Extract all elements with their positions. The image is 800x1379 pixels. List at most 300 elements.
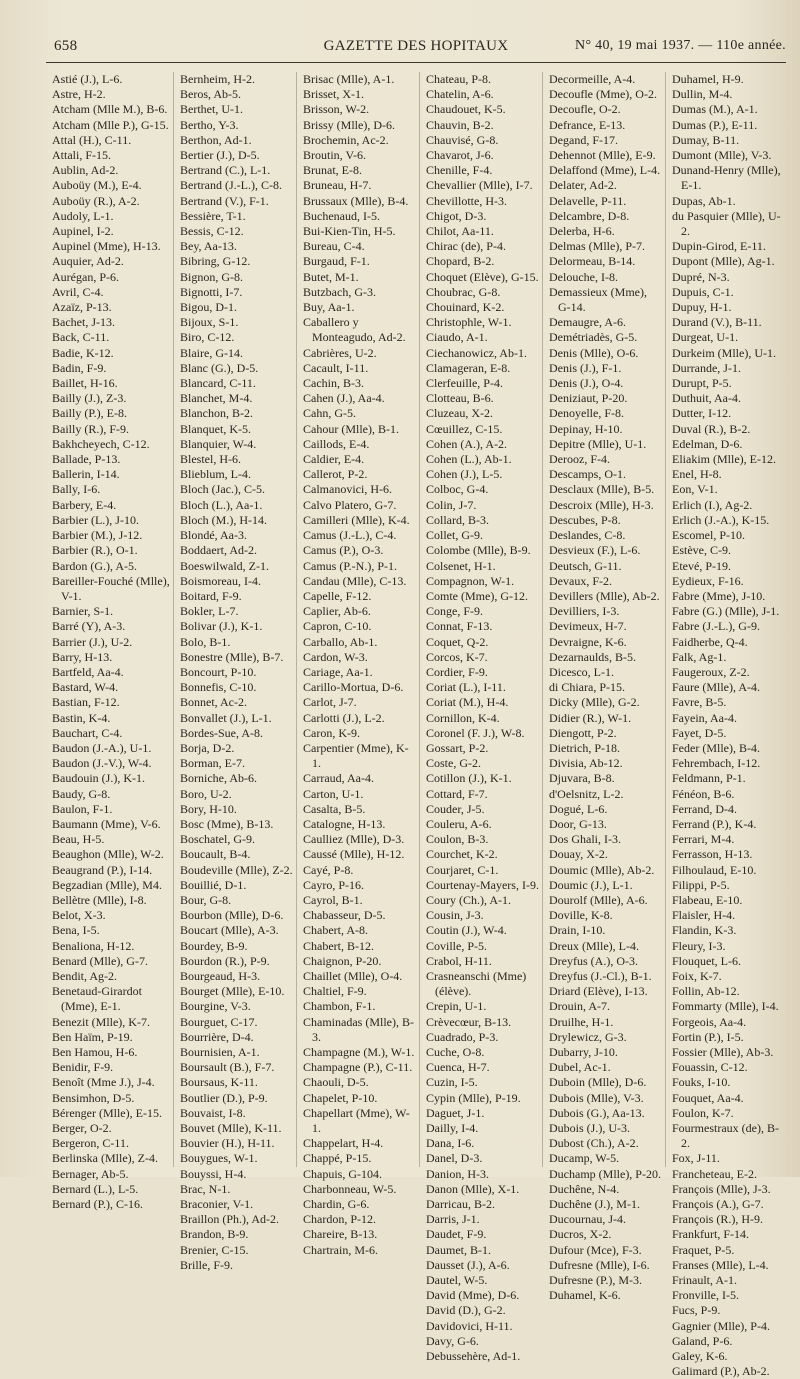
index-entry: Eydieux, F-16.: [672, 573, 744, 588]
index-entry: Carlotti (J.), L-2.: [303, 710, 385, 725]
index-entry: Fayein, Aa-4.: [672, 710, 737, 725]
index-entry: Chauvisé, G-8.: [426, 132, 499, 147]
index-entry: Ducournau, J-4.: [549, 1212, 626, 1227]
index-entry: Boitard, F-9.: [180, 588, 242, 603]
index-entry: Bokler, L-7.: [180, 604, 239, 619]
index-entry: Bruneau, H-7.: [303, 178, 372, 193]
index-entry: Delerba, H-6.: [549, 224, 615, 239]
index-entry: Flaisler, H-4.: [672, 908, 736, 923]
index-entry: Caplier, Ab-6.: [303, 604, 371, 619]
index-entry: Cluzeau, X-2.: [426, 406, 493, 421]
index-entry: Bertrand (J.-L.), C-8.: [180, 178, 282, 193]
index-entry: Fayet, D-5.: [672, 725, 727, 740]
index-entry: Buchenaud, I-5.: [303, 208, 380, 223]
index-entry: Boucart (Mlle), A-3.: [180, 923, 279, 938]
index-entry: Dailly, I-4.: [426, 1121, 479, 1136]
index-entry: Biro, C-12.: [180, 330, 235, 345]
index-entry: Ciechanowicz, Ab-1.: [426, 345, 527, 360]
index-entry: Etevé, P-19.: [672, 558, 731, 573]
index-entry: Durrande, J-1.: [672, 360, 741, 375]
index-entry: Benaliona, H-12.: [52, 938, 135, 953]
index-entry: Atcham (Mlle M.), B-6.: [52, 102, 168, 117]
index-entry: Dubarry, J-10.: [549, 1045, 618, 1059]
index-entry: Coriat (M.), H-4.: [426, 695, 509, 710]
index-entry: Bourbon (Mlle), D-6.: [180, 908, 284, 923]
index-entry: Coutin (J.), W-4.: [426, 923, 507, 938]
index-entry: Carton, U-1.: [303, 786, 364, 801]
index-entry: Debussehère, Ad-1.: [426, 1349, 521, 1364]
index-entry: Badin, F-9.: [52, 360, 107, 375]
index-entry: Baudon (J.-V.), W-4.: [52, 756, 152, 771]
index-entry: Caulliez (Mlle), D-3.: [303, 832, 405, 847]
index-entry: Delcambre, D-8.: [549, 208, 630, 223]
index-entry: Descroix (Mlle), H-3.: [549, 497, 654, 512]
index-entry: Bartfeld, Aa-4.: [52, 664, 124, 679]
index-entry: Dunand-Henry (Mlle), E-1.: [672, 163, 781, 193]
index-entry: Bolivar (J.), K-1.: [180, 619, 263, 634]
index-entry: Colombe (Mlle), B-9.: [426, 543, 531, 558]
index-entry: Brisac (Mlle), A-1.: [303, 72, 395, 86]
index-entry: Camus (J.-L.), C-4.: [303, 528, 397, 543]
index-entry: Forgeois, Aa-4.: [672, 1014, 747, 1029]
index-entry: Fucs, P-9.: [672, 1303, 721, 1318]
index-entry: Blanc (G.), D-5.: [180, 360, 259, 375]
index-entry: Doumic (J.), L-1.: [549, 877, 633, 892]
index-entry: Cayrol, B-1.: [303, 892, 363, 907]
header-rule: [46, 62, 786, 63]
index-entry: Demaugre, A-6.: [549, 315, 626, 330]
index-entry: Bonnet, Ac-2.: [180, 695, 247, 710]
index-entry: Decoufle, O-2.: [549, 102, 621, 117]
index-entry: David (Mme), D-6.: [426, 1288, 520, 1303]
index-entry: Bakhcheyech, C-12.: [52, 436, 150, 451]
index-entry: Cohen (L.), Ab-1.: [426, 452, 512, 467]
index-entry: Brenier, C-15.: [180, 1242, 249, 1257]
index-entry: Clotteau, B-6.: [426, 391, 494, 406]
index-entry: Doumic (Mlle), Ab-2.: [549, 862, 655, 877]
index-entry: Djuvara, B-8.: [549, 771, 615, 786]
index-entry: Bibring, G-12.: [180, 254, 251, 269]
index-entry: Escomel, P-10.: [672, 528, 745, 543]
index-entry: Buy, Aa-1.: [303, 300, 355, 315]
index-entry: Dubois (J.), U-3.: [549, 1121, 630, 1136]
index-entry: Christophle, W-1.: [426, 315, 512, 330]
index-entry: Chapellart (Mme), W-1.: [303, 1105, 410, 1136]
index-entry: Foix, K-7.: [672, 968, 722, 983]
index-entry: Bolo, B-1.: [180, 634, 231, 649]
index-entry: Braillon (Ph.), Ad-2.: [180, 1212, 279, 1227]
index-entry: Baillet, H-16.: [52, 376, 118, 391]
index-entry: Bourdey, B-9.: [180, 938, 248, 953]
index-entry: Bardon (G.), A-5.: [52, 558, 137, 573]
index-entry: Gagnier (Mlle), P-4.: [672, 1318, 770, 1333]
index-entry: Devimeux, H-7.: [549, 619, 627, 634]
index-entry: Chirac (de), P-4.: [426, 239, 506, 254]
index-entry: Depinay, H-10.: [549, 421, 623, 436]
index-entry: Blancard, C-11.: [180, 376, 256, 391]
index-entry: Callerot, P-2.: [303, 467, 368, 482]
index-entry: Diengott, P-2.: [549, 725, 617, 740]
index-entry: Duval (R.), B-2.: [672, 421, 751, 436]
index-entry: Boncourt, P-10.: [180, 664, 257, 679]
index-entry: Dumas (P.), E-11.: [672, 117, 758, 132]
index-entry: Chardon, P-12.: [303, 1212, 376, 1227]
index-entry: Ducros, X-2.: [549, 1227, 612, 1242]
index-entry: Cuche, O-8.: [426, 1045, 485, 1059]
index-entry: Clamageran, E-8.: [426, 360, 511, 375]
index-entry: di Chiara, P-15.: [549, 680, 625, 695]
index-entry: Franses (Mlle), L-4.: [672, 1257, 769, 1272]
index-entry: Bourguet, C-17.: [180, 1014, 258, 1029]
index-entry: Francheteau, E-2.: [672, 1166, 757, 1181]
index-entry: Bernheim, H-2.: [180, 72, 255, 86]
index-entry: Chatelin, A-6.: [426, 87, 494, 102]
index-entry: Borman, E-7.: [180, 756, 245, 771]
index-entry: Bourget (Mlle), E-10.: [180, 984, 285, 999]
index-entry: Colboc, G-4.: [426, 482, 489, 497]
index-entry: Chambon, F-1.: [303, 999, 376, 1014]
index-entry: Chigot, D-3.: [426, 208, 487, 223]
index-entry: Bigou, D-1.: [180, 300, 237, 315]
index-entry: Baudouin (J.), K-1.: [52, 771, 145, 786]
index-entry: Bignon, G-8.: [180, 269, 243, 284]
index-entry: Bordes-Sue, A-8.: [180, 725, 263, 740]
index-entry: Cayro, P-16.: [303, 877, 364, 892]
index-entry: Compagnon, W-1.: [426, 573, 515, 588]
index-entry: Couleru, A-6.: [426, 816, 492, 831]
index-entry: Comte (Mme), G-12.: [426, 588, 528, 603]
index-entry: Davidovici, H-11.: [426, 1318, 513, 1333]
index-entry: Barbery, E-4.: [52, 497, 117, 512]
index-entry: Erlich (I.), Ag-2.: [672, 497, 753, 512]
index-entry: Door, G-13.: [549, 816, 607, 831]
index-entry: Connat, F-13.: [426, 619, 493, 634]
index-entry: Dubois (G.), Aa-13.: [549, 1105, 645, 1120]
index-entry: Ferrand (P.), K-4.: [672, 816, 757, 831]
index-entry: Bertho, Y-3.: [180, 117, 239, 132]
index-entry: Dumas (M.), A-1.: [672, 102, 758, 117]
index-entry: Brussaux (Mlle), B-4.: [303, 193, 409, 208]
index-entry: Chateau, P-8.: [426, 72, 491, 86]
index-entry: Dubois (Mlle), V-3.: [549, 1090, 644, 1105]
index-entry: Benetaud-Girardot (Mme), E-1.: [52, 984, 142, 1014]
index-entry: Follin, Ab-12.: [672, 984, 740, 999]
index-entry: Astre, H-2.: [52, 87, 106, 102]
index-entry: Camus (P.-N.), P-1.: [303, 558, 398, 573]
index-entry: Chareire, B-13.: [303, 1227, 378, 1242]
index-entry: Courjaret, C-1.: [426, 862, 499, 877]
index-entry: Flandin, K-3.: [672, 923, 737, 938]
index-entry: Coville, P-5.: [426, 938, 488, 953]
index-entry: Cabrières, U-2.: [303, 345, 377, 360]
index-entry: Corcos, K-7.: [426, 649, 488, 664]
index-entry: Filhoulaud, E-10.: [672, 862, 757, 877]
index-entry: Baudy, G-8.: [52, 786, 111, 801]
index-entry: Dubel, Ac-1.: [549, 1060, 611, 1075]
index-entry: Devilliers, I-3.: [549, 604, 620, 619]
index-entry: Fox, J-11.: [672, 1151, 720, 1166]
index-entry: Bijoux, S-1.: [180, 315, 239, 330]
index-entry: Back, C-11.: [52, 330, 110, 345]
index-entry: Bourgine, V-3.: [180, 999, 251, 1014]
index-entry: Enel, H-8.: [672, 467, 722, 482]
index-entry: Cousin, J-3.: [426, 908, 484, 923]
index-entry: Delater, Ad-2.: [549, 178, 617, 193]
index-entry: Fortin (P.), I-5.: [672, 1029, 744, 1044]
index-entry: Desvieux (F.), L-6.: [549, 543, 641, 558]
index-entry: Drain, I-10.: [549, 923, 606, 938]
index-entry: Boro, U-2.: [180, 786, 232, 801]
index-entry: Bareiller-Fouché (Mlle), V-1.: [52, 573, 170, 603]
index-entry: Benidir, F-9.: [52, 1060, 114, 1075]
index-entry: Delaffond (Mme), L-4.: [549, 163, 661, 178]
index-entry: Chouinard, K-2.: [426, 300, 505, 315]
index-entry: Duhamel, K-6.: [549, 1288, 621, 1303]
index-entry: Beros, Ab-5.: [180, 87, 241, 102]
index-entry: Brisson, W-2.: [303, 102, 370, 117]
index-entry: Brisset, X-1.: [303, 87, 364, 102]
index-entry: Cotillon (J.), K-1.: [426, 771, 512, 786]
index-entry: Dicesco, L-1.: [549, 664, 614, 679]
index-entry: Fourmestraux (de), B-2.: [672, 1121, 779, 1151]
index-entry: Bouygues, W-1.: [180, 1151, 258, 1166]
index-entry: Bensimhon, D-5.: [52, 1090, 135, 1105]
index-entry: Cuadrado, P-3.: [426, 1029, 499, 1044]
index-entry: Fehrembach, I-12.: [672, 756, 761, 771]
index-entry: Edelman, D-6.: [672, 436, 743, 451]
index-entry: Bourgeaud, H-3.: [180, 968, 261, 983]
index-entry: Collet, G-9.: [426, 528, 483, 543]
index-entry: Fommarty (Mlle), I-4.: [672, 999, 779, 1014]
index-entry: Bailly (J.), Z-3.: [52, 391, 127, 406]
index-entry: Derooz, F-4.: [549, 452, 610, 467]
index-entry: Cypin (Mlle), P-19.: [426, 1090, 521, 1105]
index-column-4: [419, 72, 542, 1364]
index-entry: Begzadian (Mlle), M4.: [52, 877, 162, 892]
index-entry: Carlot, J-7.: [303, 695, 357, 710]
index-entry: Dogué, L-6.: [549, 801, 608, 816]
index-entry: Bouvier (H.), H-11.: [180, 1136, 275, 1151]
index-entry: Barry, H-13.: [52, 649, 113, 664]
index-entry: Fronville, I-5.: [672, 1288, 739, 1303]
index-entry: Faugeroux, Z-2.: [672, 664, 750, 679]
index-entry: Auboüy (R.), A-2.: [52, 193, 140, 208]
index-entry: Bachet, J-13.: [52, 315, 115, 330]
index-entry: Boutlier (D.), P-9.: [180, 1090, 268, 1105]
index-entry: Bailly (R.), F-9.: [52, 421, 129, 436]
index-entry: Dufresne (P.), M-3.: [549, 1273, 642, 1288]
index-entry: Bendit, Ag-2.: [52, 968, 117, 983]
index-entry: Bureau, C-4.: [303, 239, 365, 254]
index-entry: Cœuillez, C-15.: [426, 421, 503, 436]
index-entry: Fleury, I-3.: [672, 938, 726, 953]
index-entry: Cottard, F-7.: [426, 786, 488, 801]
index-entry: Beaughon (Mlle), W-2.: [52, 847, 164, 862]
index-entry: Cacault, I-11.: [303, 360, 369, 375]
index-entry: Caussé (Mlle), H-12.: [303, 847, 405, 862]
index-entry: Champagne (M.), W-1.: [303, 1045, 415, 1059]
index-entry: Bonvallet (J.), L-1.: [180, 710, 272, 725]
index-entry: Foulon, K-7.: [672, 1105, 734, 1120]
index-entry: Butzbach, G-3.: [303, 284, 376, 299]
index-entry: Conge, F-9.: [426, 604, 483, 619]
index-entry: Faure (Mlle), A-4.: [672, 680, 760, 695]
index-entry: Ben Haïm, P-19.: [52, 1029, 133, 1044]
index-entry: Cordier, F-9.: [426, 664, 488, 679]
index-entry: Blaire, G-14.: [180, 345, 243, 360]
index-entry: Barré (Y), A-3.: [52, 619, 126, 634]
index-entry: Desclaux (Mlle), B-5.: [549, 482, 655, 497]
index-entry: Bey, Aa-13.: [180, 239, 237, 254]
index-entry: Aurégan, P-6.: [52, 269, 119, 284]
index-entry: Coste, G-2.: [426, 756, 481, 771]
index-entry: Barnier, S-1.: [52, 604, 114, 619]
index-entry: Frankfurt, F-14.: [672, 1227, 749, 1242]
index-entry: Dupré, N-3.: [672, 269, 730, 284]
index-entry: Belot, X-3.: [52, 908, 106, 923]
index-entry: Chilot, Aa-11.: [426, 224, 494, 239]
index-entry: Delmas (Mlle), P-7.: [549, 239, 645, 254]
index-entry: Blanchon, B-2.: [180, 406, 253, 421]
index-entry: Berthet, U-1.: [180, 102, 243, 117]
index-entry: Barbier (L.), J-10.: [52, 512, 139, 527]
index-entry: Deslandes, C-8.: [549, 528, 626, 543]
index-entry: Dicky (Mlle), G-2.: [549, 695, 640, 710]
index-entry: David (D.), G-2.: [426, 1303, 506, 1318]
index-entry: Bauchart, C-4.: [52, 725, 123, 740]
index-entry: Chaudouet, K-5.: [426, 102, 506, 117]
issue-info: N° 40, 19 mai 1937. — 110e année.: [575, 38, 786, 53]
index-entry: Attali, F-15.: [52, 148, 111, 163]
index-entry: Bloch (M.), H-14.: [180, 512, 267, 527]
index-entry: Cornillon, K-4.: [426, 710, 500, 725]
index-entry: Cayé, P-8.: [303, 862, 354, 877]
index-entry: Duboin (Mlle), D-6.: [549, 1075, 647, 1090]
index-entry: Fouquet, Aa-4.: [672, 1090, 744, 1105]
index-entry: Berthon, Ad-1.: [180, 132, 252, 147]
index-entry: Chenille, F-4.: [426, 163, 493, 178]
index-entry: Faidherbe, Q-4.: [672, 634, 748, 649]
index-entry: Dumont (Mlle), V-3.: [672, 148, 772, 163]
index-entry: Dreyfus (J.-Cl.), B-1.: [549, 968, 652, 983]
index-entry: Cahen (J.), Aa-4.: [303, 391, 385, 406]
index-entry: Chapuis, G-104.: [303, 1166, 382, 1181]
index-entry: Bernager, Ab-5.: [52, 1166, 129, 1181]
index-entry: Ferrasson, H-13.: [672, 847, 753, 862]
index-entry: Demassieux (Mme), G-14.: [549, 284, 647, 315]
index-entry: Fabre (J.-L.), G-9.: [672, 619, 760, 634]
page-number: 658: [54, 38, 78, 54]
index-entry: Boursaus, K-11.: [180, 1075, 258, 1090]
index-entry: Bessière, T-1.: [180, 208, 246, 223]
index-entry: Bessis, C-12.: [180, 224, 244, 239]
index-entry: Brandon, B-9.: [180, 1227, 249, 1242]
index-entry: Demétriadès, G-5.: [549, 330, 638, 345]
index-entry: Devillers (Mlle), Ab-2.: [549, 588, 660, 603]
index-entry: Cohen (A.), A-2.: [426, 436, 507, 451]
index-entry: Clerfeuille, P-4.: [426, 376, 503, 391]
index-entry: Drylewicz, G-3.: [549, 1029, 627, 1044]
index-entry: Bastin, K-4.: [52, 710, 111, 725]
index-entry: Ducamp, W-5.: [549, 1151, 620, 1166]
index-entry: Bourrière, D-4.: [180, 1029, 254, 1044]
index-entry: Bory, H-10.: [180, 801, 237, 816]
index-entry: Bastian, F-12.: [52, 695, 120, 710]
index-entry: Crasneanschi (Mme) (élève).: [426, 968, 527, 999]
index-entry: Dubost (Ch.), A-2.: [549, 1136, 639, 1151]
index-entry: Fabre (Mme), J-10.: [672, 588, 766, 603]
index-entry: Bertrand (V.), F-1.: [180, 193, 269, 208]
index-entry: Brochemin, Ac-2.: [303, 132, 389, 147]
index-entry: Bena, I-5.: [52, 923, 100, 938]
index-entry: Dupont (Mlle), Ag-1.: [672, 254, 775, 269]
index-entry: Duchêne (J.), M-1.: [549, 1197, 640, 1212]
index-entry: Delormeau, B-14.: [549, 254, 636, 269]
index-entry: Aublin, Ad-2.: [52, 163, 119, 178]
index-entry: Berlinska (Mlle), Z-4.: [52, 1151, 158, 1166]
index-entry: Blestel, H-6.: [180, 452, 241, 467]
index-column-5: [542, 72, 665, 1303]
index-entry: Carraud, Aa-4.: [303, 771, 374, 786]
index-entry: Baulon, F-1.: [52, 801, 113, 816]
index-entry: Cachin, B-3.: [303, 376, 364, 391]
index-entry: Danon (Mlle), X-1.: [426, 1181, 520, 1196]
index-entry: Calmanovici, H-6.: [303, 482, 392, 497]
index-entry: Chabasseur, D-5.: [303, 908, 386, 923]
index-entry: Chaillet (Mlle), O-4.: [303, 968, 403, 983]
index-entry: Collard, B-3.: [426, 512, 489, 527]
index-entry: Fabre (G.) (Mlle), J-1.: [672, 604, 780, 619]
index-entry: Dupas, Ab-1.: [672, 193, 736, 208]
index-entry: Boismoreau, I-4.: [180, 573, 261, 588]
index-entry: Chevillotte, H-3.: [426, 193, 507, 208]
index-entry: Chappelart, H-4.: [303, 1136, 384, 1151]
index-entry: Courtenay-Mayers, I-9.: [426, 877, 539, 892]
index-entry: Bertrand (C.), L-1.: [180, 163, 271, 178]
index-entry: Brille, F-9.: [180, 1257, 233, 1272]
index-entry: Dupuy, H-1.: [672, 300, 732, 315]
index-entry: Decormeille, A-4.: [549, 72, 636, 86]
index-entry: Bour, G-8.: [180, 892, 232, 907]
index-entry: Frinault, A-1.: [672, 1273, 737, 1288]
index-column-2: [173, 72, 296, 1272]
index-entry: Caillods, E-4.: [303, 436, 370, 451]
index-entry: Fouks, I-10.: [672, 1075, 731, 1090]
index-entry: Bally, I-6.: [52, 482, 101, 497]
index-entry: d'Oelsnitz, L-2.: [549, 786, 624, 801]
index-entry: Choquet (Elève), G-15.: [426, 269, 539, 284]
index-entry: Davy, G-6.: [426, 1333, 479, 1348]
index-entry: Chauvin, B-2.: [426, 117, 494, 132]
index-entry: Gossart, P-2.: [426, 740, 489, 755]
index-entry: Devraigne, K-6.: [549, 634, 627, 649]
index-entry: Cahn, G-5.: [303, 406, 356, 421]
index-entry: Dana, I-6.: [426, 1136, 475, 1151]
index-entry: Bernard (P.), C-16.: [52, 1197, 143, 1212]
index-entry: Camus (P.), O-3.: [303, 543, 384, 558]
index-entry: Durkeim (Mlle), U-1.: [672, 345, 776, 360]
index-entry: Erlich (J.-A.), K-15.: [672, 512, 770, 527]
index-entry: Casalta, B-5.: [303, 801, 366, 816]
index-entry: Dumay, B-11.: [672, 132, 740, 147]
index-entry: Dezarnaulds, B-5.: [549, 649, 636, 664]
index-entry: Bastard, W-4.: [52, 680, 119, 695]
index-entry: Bournisien, A-1.: [180, 1045, 260, 1059]
index-entry: Broutin, V-6.: [303, 148, 367, 163]
index-entry: Chaignon, P-20.: [303, 953, 382, 968]
index-entry: Coury (Ch.), A-1.: [426, 892, 511, 907]
index-entry: Eliakim (Mlle), E-12.: [672, 452, 776, 467]
